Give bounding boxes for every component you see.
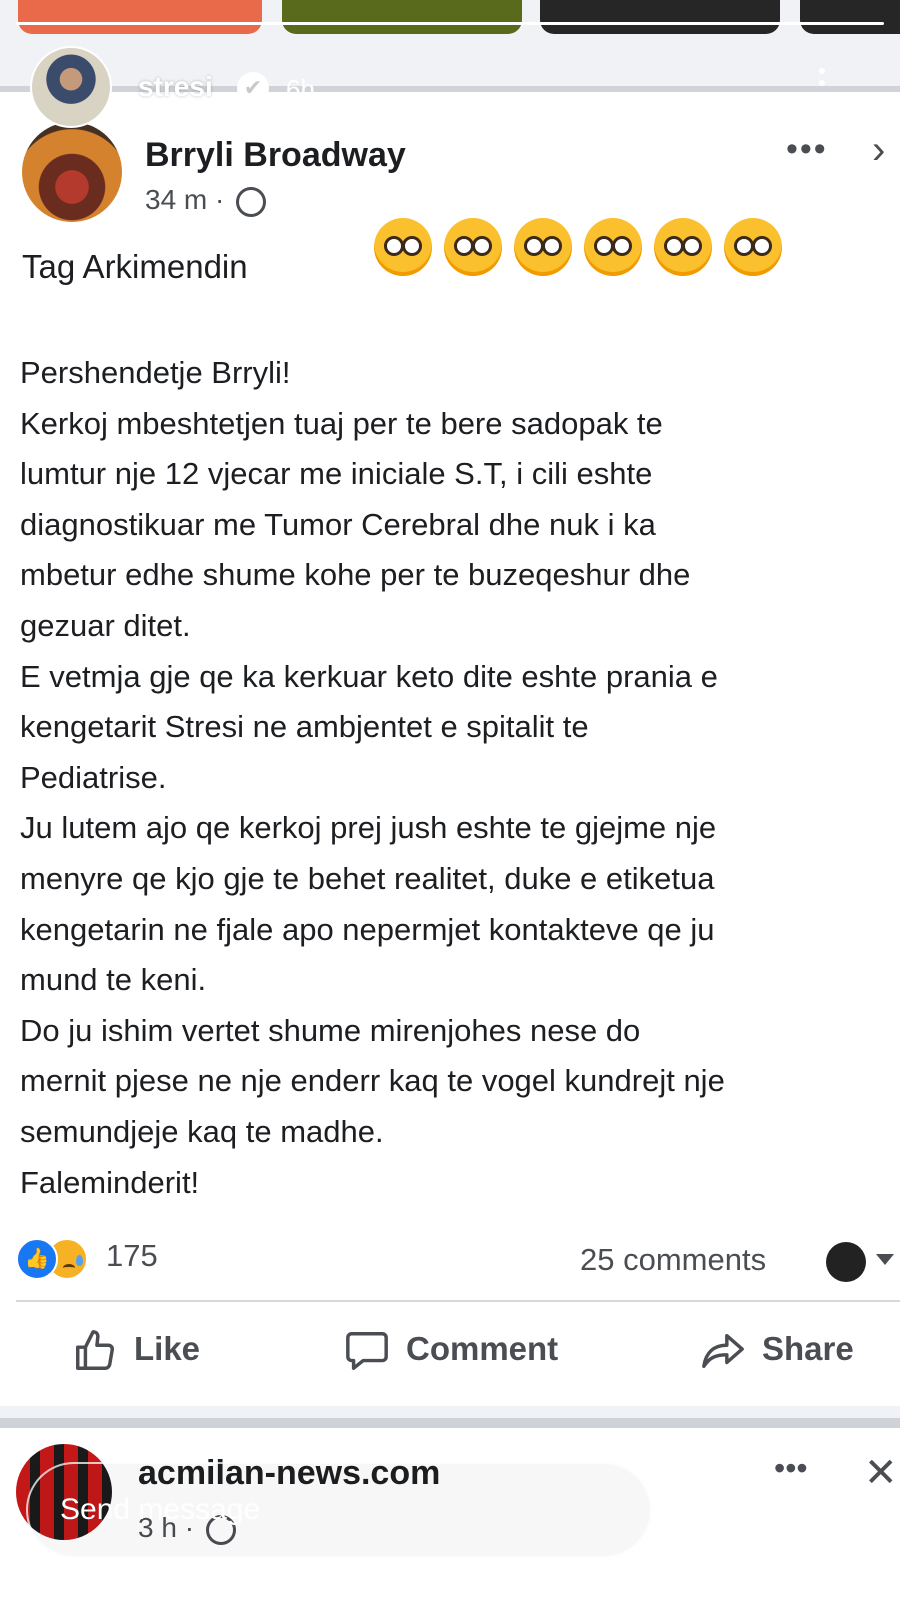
- post-line: kengetarin ne fjale apo nepermjet kontakteve qe ju: [20, 911, 715, 947]
- send-icon[interactable]: [802, 1490, 860, 1544]
- share-arrow-icon: [700, 1328, 746, 1374]
- pleading-face-icon: [374, 218, 432, 276]
- like-reaction-icon[interactable]: 👍: [16, 1238, 58, 1280]
- like-button[interactable]: [72, 1314, 200, 1384]
- pleading-face-icon: [514, 218, 572, 276]
- post-line: lumtur nje 12 vjecar me iniciale S.T, i cili eshte: [20, 456, 653, 492]
- caret-down-icon[interactable]: [876, 1254, 894, 1265]
- post-line: Do ju ishim vertet shume mirenjohes nese do: [20, 1012, 641, 1048]
- post-line: Faleminderit!: [20, 1164, 200, 1200]
- post-line: gezuar ditet.: [20, 607, 191, 643]
- commenter-avatar[interactable]: [826, 1242, 866, 1282]
- globe-icon: [236, 187, 266, 217]
- post-line: mund te keni.: [20, 962, 207, 998]
- story-progress-bar: [16, 22, 884, 25]
- story-header: [0, 36, 900, 116]
- post-line: Kerkoj mbeshtetjen tuaj per te bere sadopak te: [20, 405, 663, 441]
- post-line: mbetur edhe shume kohe per te buzeqeshur dhe: [20, 557, 691, 593]
- send-message-input[interactable]: [26, 1462, 652, 1558]
- post-line: Pershendetje Brryli!: [20, 355, 291, 390]
- post-meta: [145, 184, 266, 217]
- comments-count[interactable]: 25 comments: [580, 1242, 767, 1277]
- reaction-count[interactable]: 175: [106, 1238, 158, 1273]
- thumbs-up-icon: [72, 1328, 118, 1374]
- post-author-name[interactable]: Brryli Broadway: [145, 136, 406, 174]
- post-actions-bar: [0, 1314, 900, 1384]
- reactions-bar: [0, 1228, 900, 1288]
- more-options-icon[interactable]: •••: [786, 130, 828, 168]
- post-line: semundjeje kaq te madhe.: [20, 1113, 384, 1149]
- story-menu-icon[interactable]: ● ● ●: [817, 62, 827, 102]
- look-button[interactable]: [282, 0, 522, 34]
- comment-button[interactable]: [344, 1314, 558, 1384]
- verified-badge-icon: ✔: [237, 72, 269, 104]
- story-username[interactable]: stresi: [138, 71, 213, 102]
- comment-label: Comment: [406, 1330, 559, 1367]
- post-line: mernit pjese ne nje enderr kaq te vogel kundrejt nje: [20, 1063, 725, 1099]
- pleading-face-icon: [444, 218, 502, 276]
- likes-button[interactable]: [540, 0, 780, 34]
- story-user-avatar[interactable]: [30, 46, 112, 128]
- comment-bubble-icon: [344, 1328, 390, 1374]
- post-line: menyre qe kjo gje te behet realitet, duke e etiketua: [20, 860, 715, 896]
- post-card: [0, 86, 900, 1406]
- top-action-bar: [0, 0, 900, 40]
- story-time: 6h: [286, 74, 315, 104]
- heart-icon[interactable]: [700, 1492, 758, 1546]
- pleading-face-icon: [584, 218, 642, 276]
- post-line: E vetmja gje qe ka kerkuar keto dite eshte prania e: [20, 658, 718, 694]
- pleading-face-icon: [654, 218, 712, 276]
- post-line: diagnostikuar me Tumor Cerebral dhe nuk i ka: [20, 506, 656, 542]
- post-line: kengetarit Stresi ne ambjentet e spitalit te: [20, 709, 589, 745]
- like-label: Like: [134, 1330, 201, 1367]
- story-progress-fill: [16, 22, 884, 25]
- pleading-face-icon: [724, 218, 782, 276]
- post-line: Pediatrise.: [20, 759, 167, 795]
- next-post-author[interactable]: acmilan-news.com: [138, 1454, 441, 1492]
- divider: [16, 1300, 900, 1302]
- post-body-text: [20, 348, 900, 1208]
- next-more-options-icon[interactable]: •••: [774, 1450, 808, 1486]
- pleading-emoji-row: [374, 218, 794, 282]
- author-avatar[interactable]: [22, 122, 122, 222]
- post-tag-line: Tag Arkimendin: [22, 248, 248, 285]
- post-line: Ju lutem ajo qe kerkoj prej jush eshte te gjejme nje: [20, 810, 717, 846]
- more-pill-button[interactable]: [800, 0, 900, 34]
- share-label: Share: [762, 1330, 854, 1367]
- share-button[interactable]: [700, 1314, 854, 1384]
- close-icon[interactable]: ✕: [864, 1451, 898, 1495]
- next-post-time: 3 h ·: [138, 1512, 195, 1543]
- chevron-right-icon[interactable]: ›: [872, 128, 886, 172]
- create-reel-button[interactable]: [18, 0, 262, 34]
- post-time: 34 m ·: [145, 184, 225, 215]
